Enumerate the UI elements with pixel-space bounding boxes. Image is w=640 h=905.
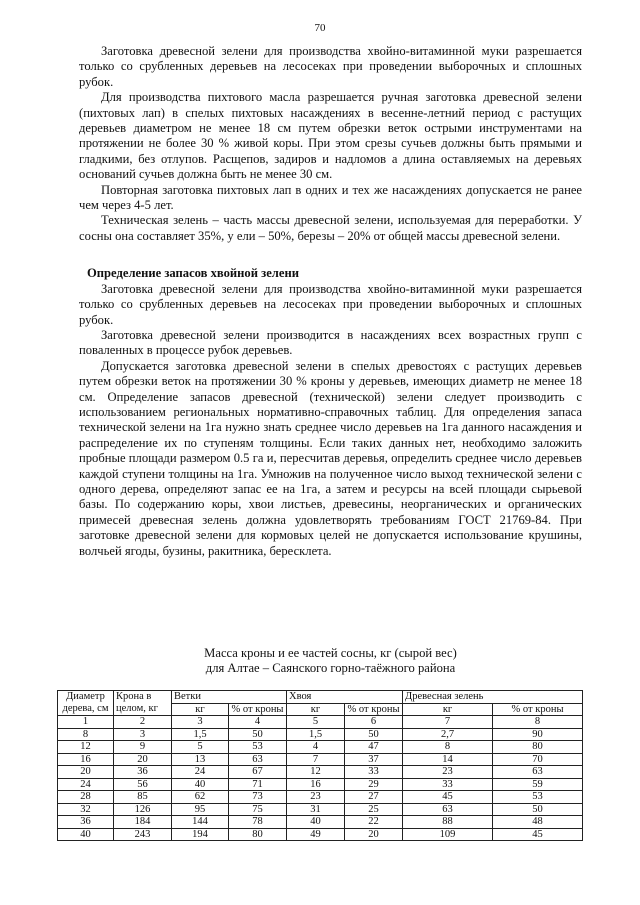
table-cell: 49 [287, 828, 345, 841]
table-cell: 62 [172, 791, 229, 804]
table-row [58, 778, 583, 791]
header-branches: Ветки [172, 691, 287, 704]
table-cell: 20 [114, 753, 172, 766]
table-cell: 31 [287, 803, 345, 816]
table-cell: 20 [345, 828, 403, 841]
table-cell: 28 [58, 791, 114, 804]
header-needles: Хвоя [287, 691, 403, 704]
table-cell: 243 [114, 828, 172, 841]
table-cell: 24 [58, 778, 114, 791]
table-cell: 45 [493, 828, 583, 841]
table-cell: 8 [403, 741, 493, 754]
table-cell: 40 [58, 828, 114, 841]
column-number: 8 [493, 716, 583, 729]
subheader-branches-kg: кг [172, 703, 229, 716]
table-cell: 12 [287, 766, 345, 779]
section-heading: Определение запасов хвойной зелени [87, 266, 299, 281]
table-cell: 78 [229, 816, 287, 829]
table-cell: 13 [172, 753, 229, 766]
table-cell: 16 [287, 778, 345, 791]
column-number: 1 [58, 716, 114, 729]
table-cell: 7 [287, 753, 345, 766]
column-number: 3 [172, 716, 229, 729]
table-cell: 63 [229, 753, 287, 766]
table-row [58, 741, 583, 754]
table-caption-line: для Алтае – Саянского горно-таёжного района [205, 661, 456, 676]
table-cell: 109 [403, 828, 493, 841]
table-cell: 126 [114, 803, 172, 816]
table-cell: 23 [403, 766, 493, 779]
table-cell: 50 [229, 728, 287, 741]
paragraph: Заготовка древесной зелени для производства хвойно-витаминной муки разрешается только со срубленных деревьев на лесосеках при проведении выборочных и сплошных рубок. [79, 44, 582, 89]
subheader-branches-pct: % от кроны [229, 703, 287, 716]
table-cell: 53 [229, 741, 287, 754]
header-green: Древесная зелень [403, 691, 583, 704]
table-cell: 3 [114, 728, 172, 741]
paragraph: Заготовка древесной зелени для производства хвойно-витаминной муки разрешается только со срубленных деревьев на лесосеках при проведении выборочных и сплошных рубок. [79, 281, 582, 327]
table-cell: 71 [229, 778, 287, 791]
table-cell: 56 [114, 778, 172, 791]
table-cell: 144 [172, 816, 229, 829]
table-row [58, 753, 583, 766]
table-cell: 80 [229, 828, 287, 841]
table-cell: 50 [493, 803, 583, 816]
table-cell: 63 [493, 766, 583, 779]
table-cell: 45 [403, 791, 493, 804]
table-cell: 36 [58, 816, 114, 829]
table-cell: 59 [493, 778, 583, 791]
table-body [58, 728, 583, 841]
table-cell: 90 [493, 728, 583, 741]
table-cell: 4 [287, 741, 345, 754]
column-number: 5 [287, 716, 345, 729]
table-cell: 1,5 [287, 728, 345, 741]
table-cell: 70 [493, 753, 583, 766]
table-cell: 184 [114, 816, 172, 829]
table-cell: 33 [403, 778, 493, 791]
column-number: 4 [229, 716, 287, 729]
table-cell: 2,7 [403, 728, 493, 741]
header-crown: Крона в целом, кг [114, 691, 172, 716]
table-cell: 73 [229, 791, 287, 804]
paragraph: Заготовка древесной зелени производится в насаждениях всех возрастных групп с поваленных в процессе рубок деревьев. [79, 327, 582, 358]
table-cell: 20 [58, 766, 114, 779]
table-cell: 22 [345, 816, 403, 829]
table-cell: 33 [345, 766, 403, 779]
table-cell: 23 [287, 791, 345, 804]
table-cell: 40 [287, 816, 345, 829]
table-cell: 37 [345, 753, 403, 766]
column-number: 7 [403, 716, 493, 729]
header-diameter: Диаметр дерева, см [58, 691, 114, 716]
table-cell: 5 [172, 741, 229, 754]
table-cell: 47 [345, 741, 403, 754]
table-cell: 25 [345, 803, 403, 816]
table-cell: 29 [345, 778, 403, 791]
paragraph: Техническая зелень – часть массы древесной зелени, используемая для переработки. У сосны она составляет 35%, у ели – 50%, березы – 20% от общей массы древесной зелени. [79, 213, 582, 243]
table-cell: 50 [345, 728, 403, 741]
column-number: 6 [345, 716, 403, 729]
table-caption [79, 646, 582, 677]
page-number: 70 [314, 22, 326, 34]
table-cell: 14 [403, 753, 493, 766]
table-row [58, 828, 583, 841]
table-cell: 24 [172, 766, 229, 779]
table-cell: 75 [229, 803, 287, 816]
table-row [58, 791, 583, 804]
table-cell: 95 [172, 803, 229, 816]
table-cell: 16 [58, 753, 114, 766]
table-row [58, 816, 583, 829]
table-cell: 194 [172, 828, 229, 841]
table-row [58, 766, 583, 779]
table-cell: 32 [58, 803, 114, 816]
table-cell: 40 [172, 778, 229, 791]
table-cell: 1,5 [172, 728, 229, 741]
table-cell: 53 [493, 791, 583, 804]
table-row [58, 728, 583, 741]
crown-mass-table [57, 690, 583, 841]
table-cell: 9 [114, 741, 172, 754]
table-row [58, 803, 583, 816]
table-cell: 12 [58, 741, 114, 754]
subheader-needles-kg: кг [287, 703, 345, 716]
table-caption-line: Масса кроны и ее частей сосны, кг (сырой вес) [204, 646, 457, 660]
table-cell: 48 [493, 816, 583, 829]
table-cell: 36 [114, 766, 172, 779]
body-text [79, 44, 582, 559]
subheader-green-pct: % от кроны [493, 703, 583, 716]
table-cell: 27 [345, 791, 403, 804]
table-cell: 80 [493, 741, 583, 754]
paragraph: Повторная заготовка пихтовых лап в одних и тех же насаждениях допускается не ранее чем через 4-5 лет. [79, 182, 582, 213]
table-cell: 67 [229, 766, 287, 779]
table-cell: 85 [114, 791, 172, 804]
paragraph: Для производства пихтового масла разрешается ручная заготовка древесной зелени (пихтовых лап) в спелых пихтовых насаждениях в весенне-летний период с растущих деревьев диаметром не менее 18 см путем обрезки веток острыми инструментами на протяжении не более 30 % живой коры. При этом срезы сучьев должны быть прямыми и гладкими, без отлупов. Расщепов, задиров и надломов а длина оставляемых на деревьях оснований сучьев должна быть не менее 30 см. [79, 90, 582, 182]
table-cell: 88 [403, 816, 493, 829]
table-cell: 8 [58, 728, 114, 741]
table-cell: 63 [403, 803, 493, 816]
subheader-green-kg: кг [403, 703, 493, 716]
paragraph: Допускается заготовка древесной зелени в спелых древостоях с растущих деревьев путем обрезки веток на протяжении 30 % кроны у деревьев, имеющих диаметр не менее 18 см. Определение запасов древесной (технической) зелени следует производить с использованием региональных нормативно-справочных таблиц. Для определения запаса технической зелени на 1га нужно знать среднее число деревьев на 1га данного насаждения и распределение их по ступеням толщины. Если таких данных нет, необходимо заложить пробные площади размером 0.5 га и, пересчитав деревья, определить среднее число деревьев каждой ступени толщины на 1га. Умножив на полученное число выход технической зелени с одного дерева, определяют запас ее на 1га, а затем и ресурсы на всей площади сырьевой базы. По содержанию коры, хвои листьев, древесины, неорганических и органических примесей древесная зелень должна удовлетворять требованиям ГОСТ 21769-84. При заготовке древесной зелени для кормовых целей не допускается использование крушины, волчьей ягоды, бузины, ракитника, бересклета. [79, 358, 582, 558]
column-number: 2 [114, 716, 172, 729]
subheader-needles-pct: % от кроны [345, 703, 403, 716]
